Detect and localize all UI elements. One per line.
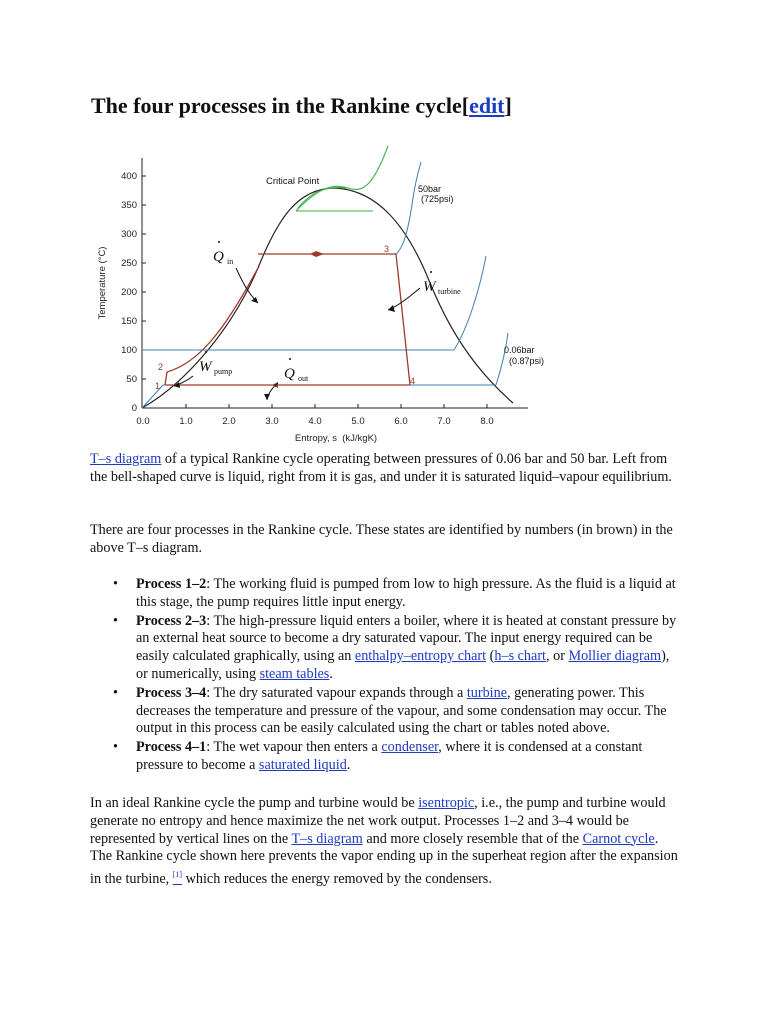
x-tick-label: 7.0 <box>437 416 451 427</box>
annotation-arrows <box>174 268 420 400</box>
process-text: : The high-pressure liquid enters a boiler, where it is heated at constant pressure by an external heat source to become a dry saturated vapour. The input energy required can be easily calculated graphically, using an <box>136 612 677 665</box>
q-out-subscript: out <box>298 374 309 383</box>
ts-diagram <box>88 138 545 448</box>
list-item <box>90 685 680 738</box>
flow-arrows <box>272 251 324 388</box>
reference-link[interactable] <box>173 871 182 887</box>
x-tick-label: 2.0 <box>222 416 236 427</box>
process-text: : The working fluid is pumped from low to high pressure. As the fluid is a liquid at this stage, the pump requires little input energy. <box>136 576 676 610</box>
bracket-open: [ <box>461 93 470 118</box>
saturated-liquid-link[interactable]: saturated liquid <box>258 756 347 773</box>
enthalpy-entropy-chart-link[interactable]: enthalpy–entropy chart <box>354 648 487 665</box>
x-tick-label: 0.0 <box>136 416 150 427</box>
high-pressure-label: 50bar <box>418 184 442 194</box>
hs-chart-link[interactable]: h–s chart <box>494 648 546 665</box>
process-title: Process 4–1 <box>136 739 207 756</box>
q-in-annotation <box>213 241 233 266</box>
x-tick-label: 6.0 <box>394 416 408 427</box>
w-turbine-annotation <box>423 271 461 296</box>
y-tick-label: 150 <box>121 316 137 327</box>
x-tick-label: 5.0 <box>351 416 365 427</box>
process-title: Process 3–4 <box>136 684 207 701</box>
isentropic-link[interactable]: isentropic <box>418 795 475 811</box>
bullet: • <box>113 684 118 701</box>
intro-paragraph: There are four processes in the Rankine cycle. These states are identified by numbers (in brown) in the above T–s diagram. <box>90 522 673 556</box>
process-text: : The wet vapour then enters a <box>206 739 382 756</box>
bullet: • <box>113 612 118 629</box>
y-tick-label: 250 <box>121 258 137 269</box>
caption-text: of a typical Rankine cycle operating between pressures of 0.06 bar and 50 bar. Left from the bell-shaped curve is liquid, right from it is gas, and under it is saturated liquid–vapour equilibrium. <box>90 451 672 485</box>
closing-paragraph <box>90 795 680 889</box>
heading-text: The four processes in the Rankine cycle <box>91 93 462 118</box>
y-tick-label: 50 <box>126 374 137 385</box>
figure-caption <box>90 451 680 487</box>
steam-tables-link[interactable]: steam tables <box>259 665 330 682</box>
y-tick-label: 300 <box>121 229 137 240</box>
y-tick-label: 400 <box>121 171 137 182</box>
carnot-cycle-link[interactable]: Carnot cycle <box>582 830 655 847</box>
process-text: . <box>329 665 333 682</box>
state-label-4: 4 <box>410 376 416 386</box>
process-text: ), or numerically, using <box>136 648 670 682</box>
closing-text: . The Rankine cycle shown here prevents the vapor ending up in the superheat region after the expansion in the turbine, <box>90 830 678 888</box>
ts-diagram-link-2[interactable]: T–s diagram <box>291 830 363 847</box>
process-text: . <box>346 756 351 773</box>
process-text: , or <box>546 648 569 665</box>
bullet: • <box>113 576 118 592</box>
w-pump-symbol: W <box>199 359 212 375</box>
bracket-close: ] <box>504 93 512 118</box>
closing-text: and more closely resemble that of the <box>362 830 583 847</box>
list-item <box>90 576 680 612</box>
process-title: Process 1–2 <box>136 576 207 592</box>
process-title: Process 2–3 <box>136 612 207 629</box>
mollier-diagram-link[interactable]: Mollier diagram <box>568 648 662 665</box>
y-tick-label: 0 <box>131 403 137 414</box>
y-tick-label: 200 <box>121 287 137 298</box>
x-tick-label: 3.0 <box>265 416 279 427</box>
critical-point-label: Critical Point <box>266 176 320 187</box>
state-label-3: 3 <box>384 244 390 254</box>
turbine-link[interactable]: turbine <box>466 684 508 701</box>
closing-text: which reduces the energy removed by the condensers. <box>182 871 492 888</box>
x-tick-labels <box>136 416 493 427</box>
w-pump-subscript: pump <box>214 367 233 376</box>
high-pressure-label-alt: (725psi) <box>421 194 454 204</box>
process-text: ( <box>486 648 495 665</box>
process-text: , where it is condensed at a constant pressure to become a <box>136 739 643 773</box>
y-tick-label: 350 <box>121 200 137 211</box>
low-pressure-label: 0.06bar <box>504 345 535 355</box>
x-tick-label: 8.0 <box>480 416 494 427</box>
section-heading <box>91 93 512 119</box>
x-tick-label: 4.0 <box>308 416 322 427</box>
process-list <box>90 576 680 776</box>
q-in-subscript: in <box>227 257 234 266</box>
state-label-1: 1 <box>155 381 161 391</box>
y-axis-label: Temperature (°C) <box>97 246 108 320</box>
state-label-2: 2 <box>158 362 164 372</box>
list-item <box>90 739 680 775</box>
low-pressure-label-alt: (0.87psi) <box>509 356 545 366</box>
ts-diagram-link[interactable]: T–s diagram <box>90 451 162 467</box>
saturation-dome <box>142 188 513 408</box>
y-tick-label: 100 <box>121 345 137 356</box>
bullet: • <box>113 739 118 756</box>
process-text: : The dry saturated vapour expands through a <box>206 684 467 701</box>
q-out-annotation <box>284 358 309 383</box>
condenser-link[interactable]: condenser <box>381 739 439 756</box>
q-out-symbol: Q <box>284 366 295 382</box>
x-tick-label: 1.0 <box>179 416 193 427</box>
reference-number: [1] <box>172 870 183 880</box>
w-turbine-symbol: W <box>423 279 436 295</box>
edit-link[interactable]: edit <box>469 93 505 118</box>
closing-text: , i.e., the pump and turbine would generate no entropy and hence maximize the net work output. Processes 1–2 and 3–4 would be represented by vertical lines on the <box>90 795 666 847</box>
q-in-symbol: Q <box>213 249 224 265</box>
y-tick-labels <box>121 171 137 414</box>
w-turbine-subscript: turbine <box>438 287 461 296</box>
process-text: , generating power. This decreases the temperature and pressure of the vapour, and some condensation may occur. The output in this process can be easily calculated using the chart or tables noted above. <box>136 684 667 737</box>
x-axis-label: Entropy, s (kJ/kgK) <box>294 433 378 444</box>
closing-text: In an ideal Rankine cycle the pump and turbine would be <box>90 795 419 811</box>
list-item <box>90 613 680 684</box>
